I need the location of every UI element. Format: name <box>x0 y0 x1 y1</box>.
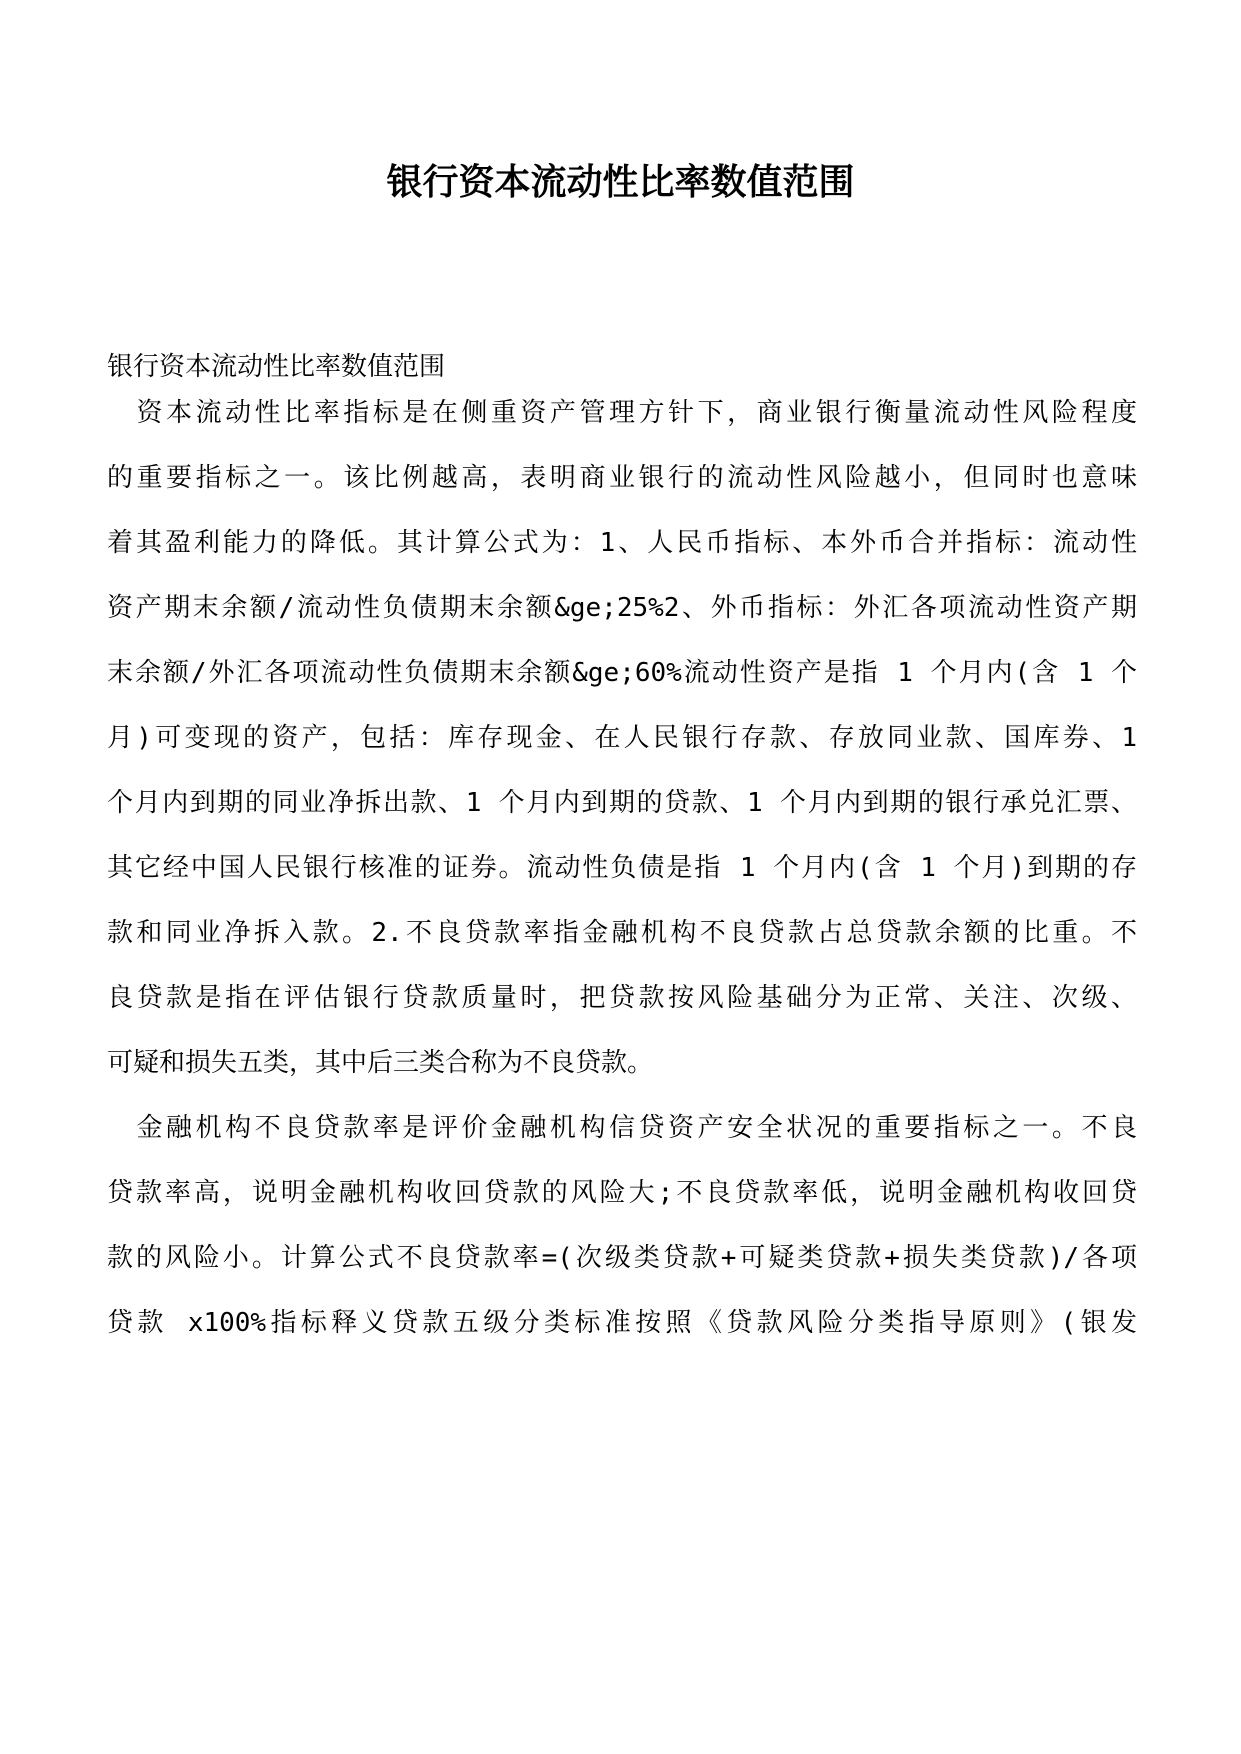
paragraph-line: 贷款 x100%指标释义贷款五级分类标准按照《贷款风险分类指导原则》(银发 <box>107 1308 1137 1338</box>
paragraph-line: 良贷款是指在评估银行贷款质量时，把贷款按风险基础分为正常、关注、次级、 <box>107 983 1137 1013</box>
paragraph-line: 款和同业净拆入款。2.不良贷款率指金融机构不良贷款占总贷款余额的比重。不 <box>107 918 1137 948</box>
paragraph-line: 资本流动性比率指标是在侧重资产管理方针下，商业银行衡量流动性风险程度 <box>107 398 1137 428</box>
paragraph-line: 个月内到期的同业净拆出款、1 个月内到期的贷款、1 个月内到期的银行承兑汇票、 <box>107 788 1137 818</box>
document-title: 银行资本流动性比率数值范围 <box>386 162 855 203</box>
paragraph-line: 的重要指标之一。该比例越高，表明商业银行的流动性风险越小，但同时也意味 <box>107 463 1137 493</box>
paragraph-line: 贷款率高，说明金融机构收回贷款的风险大;不良贷款率低，说明金融机构收回贷 <box>107 1178 1137 1208</box>
paragraph-line: 月)可变现的资产，包括：库存现金、在人民银行存款、存放同业款、国库券、1 <box>107 723 1137 753</box>
paragraph-line: 金融机构不良贷款率是评价金融机构信贷资产安全状况的重要指标之一。不良 <box>107 1113 1137 1143</box>
paragraph-line: 其它经中国人民银行核准的证券。流动性负债是指 1 个月内(含 1 个月)到期的存 <box>107 853 1137 883</box>
section-heading: 银行资本流动性比率数值范围 <box>107 352 446 382</box>
paragraph-line: 末余额/外汇各项流动性负债期末余额&ge;60%流动性资产是指 1 个月内(含 1 个 <box>107 658 1137 688</box>
paragraph-line: 款的风险小。计算公式不良贷款率=(次级类贷款+可疑类贷款+损失类贷款)/各项 <box>107 1243 1137 1273</box>
paragraph-line: 着其盈利能力的降低。其计算公式为：1、人民币指标、本外币合并指标：流动性 <box>107 528 1137 558</box>
paragraph-line: 可疑和损失五类，其中后三类合称为不良贷款。 <box>107 1048 654 1078</box>
paragraph-line: 资产期末余额/流动性负债期末余额&ge;25%2、外币指标：外汇各项流动性资产期 <box>107 593 1137 623</box>
